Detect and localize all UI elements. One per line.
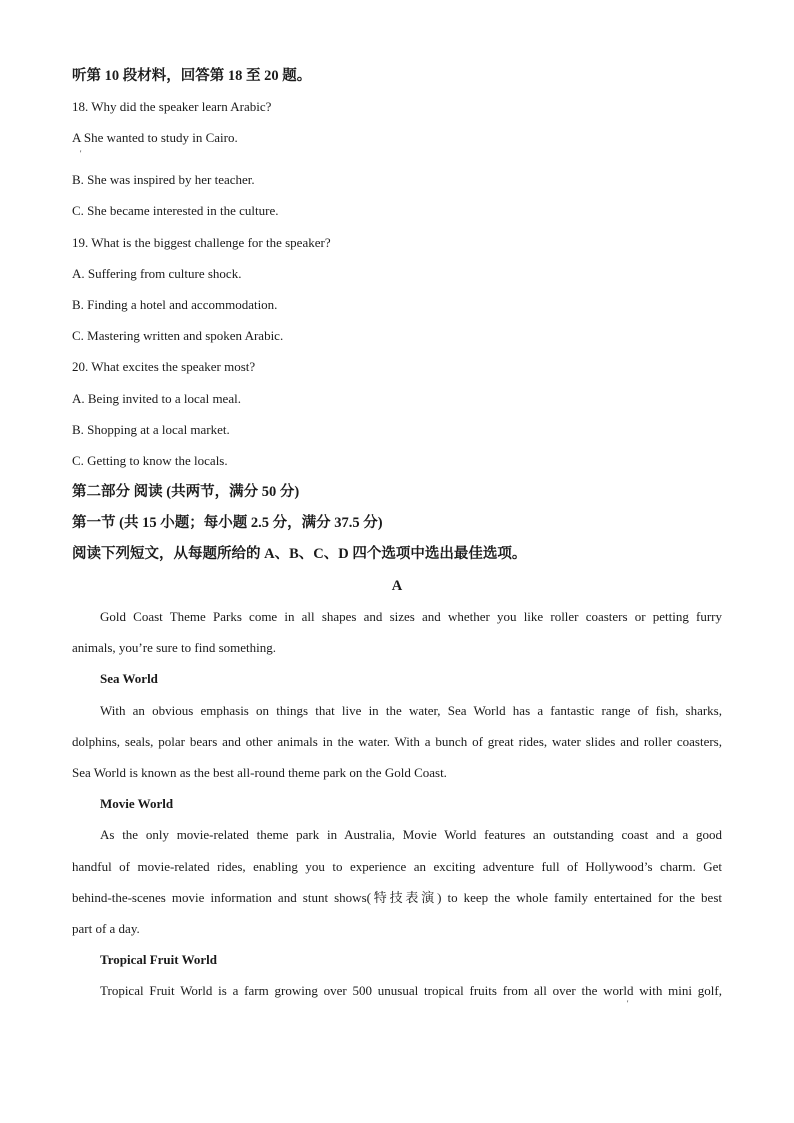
section1-title: 第一节 (共 15 小题；每小题 2.5 分，满分 37.5 分) <box>72 515 383 531</box>
question-19-option-b: B. Finding a hotel and accommodation. <box>72 297 278 312</box>
listening-section-header: 听第 10 段材料，回答第 18 至 20 题。 <box>72 68 312 84</box>
reading-instruction: 阅读下列短文，从每题所给的 A、B、C、D 四个选项中选出最佳选项。 <box>72 546 527 562</box>
question-18-option-c: C. She became interested in the culture. <box>72 203 279 218</box>
stray-mark: ' <box>627 999 629 1008</box>
question-20-option-b: B. Shopping at a local market. <box>72 422 230 437</box>
sea-world-line-3: Sea World is known as the best all-round theme park on the Gold Coast. <box>72 765 447 780</box>
part2-title: 第二部分 阅读 (共两节，满分 50 分) <box>72 484 300 500</box>
intro-line-1: Gold Coast Theme Parks come in all shapes and sizes and whether you like roller coasters or petting furry <box>100 609 722 624</box>
movie-world-title: Movie World <box>100 796 174 811</box>
movie-world-line-3: behind-the-scenes movie information and stunt shows(特技表演) to keep the whole family entertained for the best <box>72 890 722 905</box>
question-20-option-c: C. Getting to know the locals. <box>72 453 228 468</box>
sea-world-line-1: With an obvious emphasis on things that live in the water, Sea World has a fantastic range of fish, sharks, <box>100 703 722 718</box>
question-20-option-a: A. Being invited to a local meal. <box>72 391 241 406</box>
question-19-option-c: C. Mastering written and spoken Arabic. <box>72 328 284 343</box>
intro-line-2: animals, you’re sure to find something. <box>72 640 276 655</box>
stray-mark: ' <box>80 149 82 158</box>
tropical-fruit-world-line-1: Tropical Fruit World is a farm growing over 500 unusual tropical fruits from all over the world with mini golf, <box>100 983 722 998</box>
question-19-stem: 19. What is the biggest challenge for the speaker? <box>72 235 331 250</box>
question-18-stem: 18. Why did the speaker learn Arabic? <box>72 99 272 114</box>
movie-world-line-1: As the only movie-related theme park in Australia, Movie World features an outstanding coast and a good <box>100 827 722 842</box>
sea-world-line-2: dolphins, seals, polar bears and other animals in the water. With a bunch of great rides, water slides and roller coasters, <box>72 734 722 749</box>
question-18-option-a: A She wanted to study in Cairo. <box>72 130 238 145</box>
passage-label: A <box>391 578 403 594</box>
question-19-option-a: A. Suffering from culture shock. <box>72 266 242 281</box>
question-20-stem: 20. What excites the speaker most? <box>72 359 256 374</box>
movie-world-line-4: part of a day. <box>72 921 140 936</box>
movie-world-line-2: handful of movie-related rides, enabling you to experience an exciting adventure full of Hollywood’s charm. Get <box>72 859 722 874</box>
sea-world-title: Sea World <box>100 671 158 686</box>
tropical-fruit-world-title: Tropical Fruit World <box>100 952 218 967</box>
question-18-option-b: B. She was inspired by her teacher. <box>72 172 255 187</box>
